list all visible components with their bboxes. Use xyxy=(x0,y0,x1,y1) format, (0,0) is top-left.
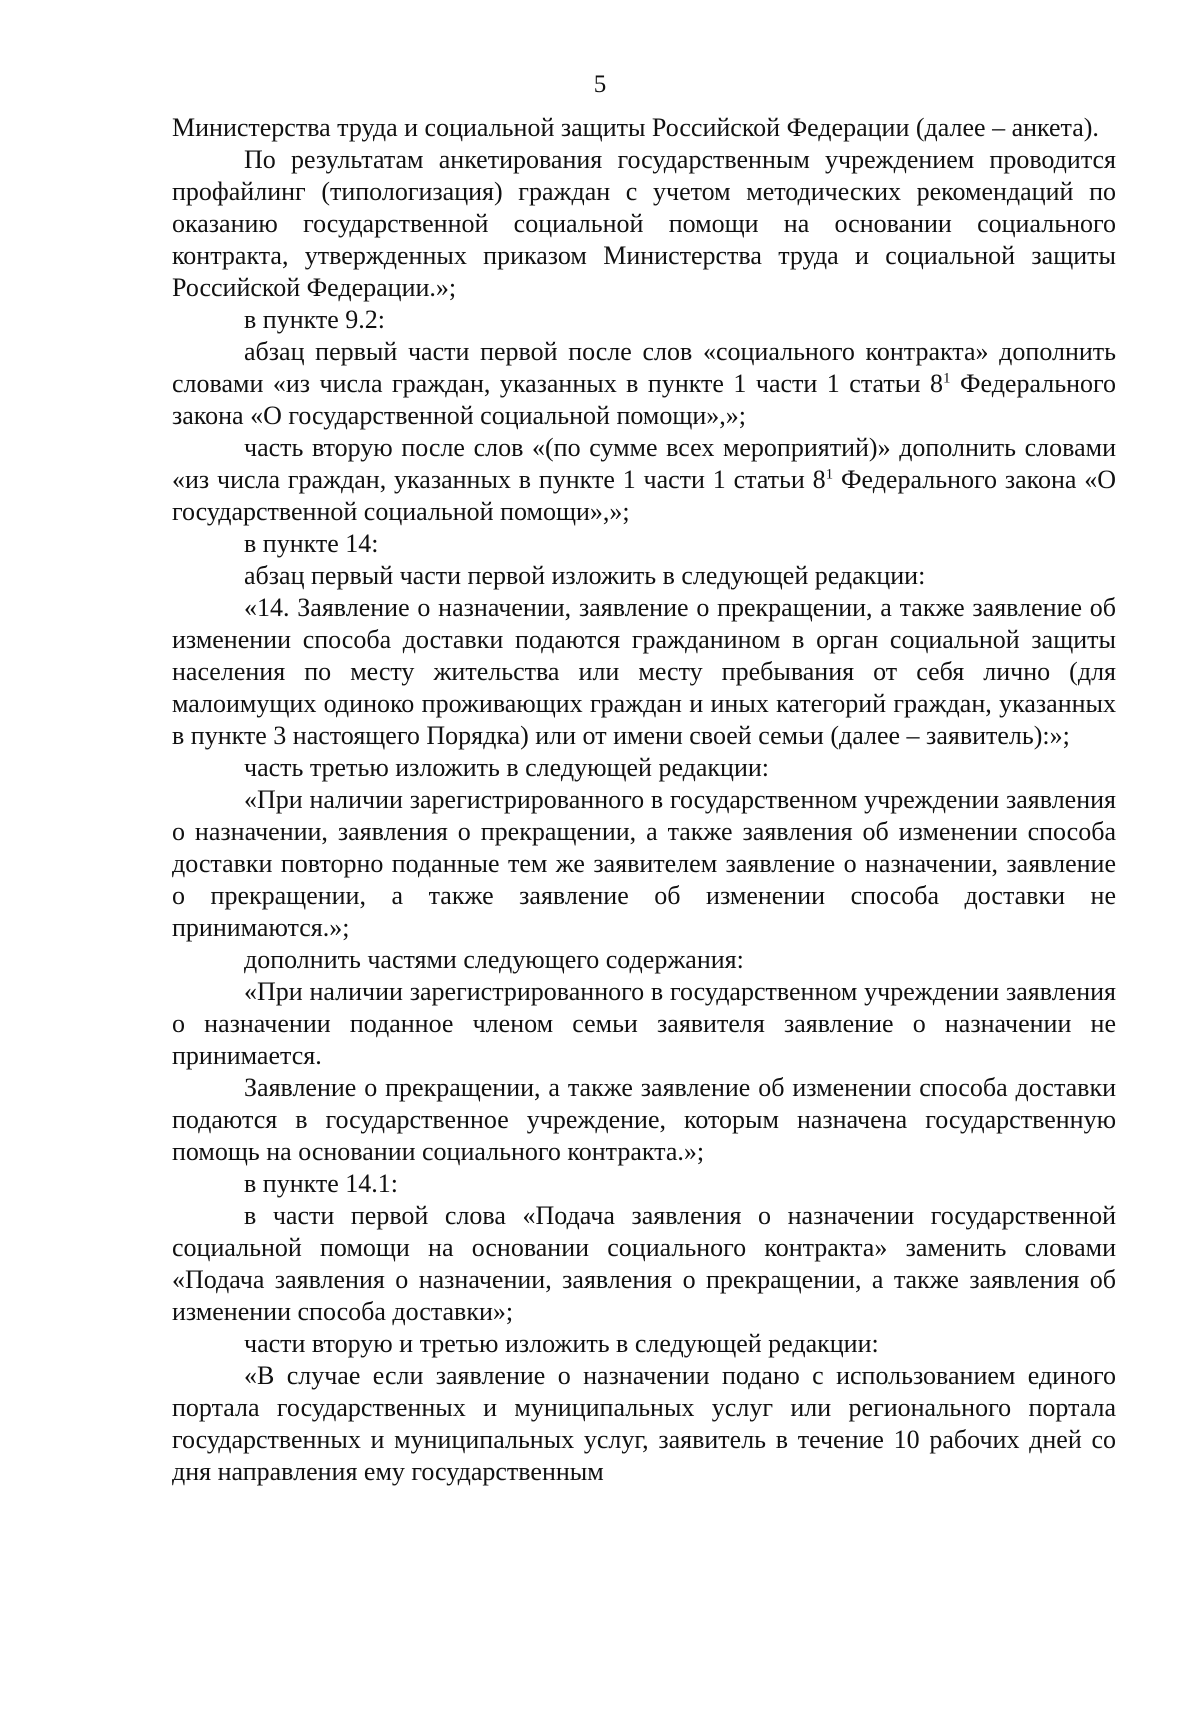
superscript-1: 1 xyxy=(942,370,951,387)
paragraph-15: в части первой слова «Подача заявления о назначении государственной социальной помощи на основании социального контракта» заменить словами «Подача заявления о назначении, заявления о прекращении, а также заявления об изменении способа доставки»; xyxy=(172,1201,1116,1326)
paragraph-4-text-end: Федерального закона «О государственной социальной помощи»,»; xyxy=(172,369,1116,430)
paragraph-7: абзац первый части первой изложить в следующей редакции: xyxy=(244,561,926,590)
page-number: 5 xyxy=(593,71,607,98)
paragraph-10: «При наличии зарегистрированного в государственном учреждении заявления о назначении, заявления о прекращении, а также заявления об изменении способа доставки повторно поданные тем же заявителем заявление о назначении, заявление о прекращении, а также заявление об изменении способа доставки не принимаются.»; xyxy=(172,785,1116,942)
document-body xyxy=(172,112,1116,1488)
paragraph-1: Министерства труда и социальной защиты Российской Федерации (далее – анкета). xyxy=(172,113,1099,142)
paragraph-16: части вторую и третью изложить в следующей редакции: xyxy=(244,1329,879,1358)
paragraph-6: в пункте 14: xyxy=(244,529,379,558)
paragraph-11: дополнить частями следующего содержания: xyxy=(244,945,744,974)
paragraph-13: Заявление о прекращении, а также заявление об изменении способа доставки подаются в государственное учреждение, которым назначена государственную помощь на основании социального контракта.»; xyxy=(172,1073,1116,1166)
paragraph-12: «При наличии зарегистрированного в государственном учреждении заявления о назначении поданное членом семьи заявителя заявление о назначении не принимается. xyxy=(172,977,1116,1070)
paragraph-9: часть третью изложить в следующей редакции: xyxy=(244,753,770,782)
paragraph-17: «В случае если заявление о назначении подано с использованием единого портала государственных и муниципальных услуг или регионального портала государственных и муниципальных услуг, заявитель в течение 10 рабочих дней со дня направления ему государственным xyxy=(172,1361,1116,1486)
paragraph-5-text-end: Федерального закона «О государственной социальной помощи»,»; xyxy=(172,465,1116,526)
paragraph-14: в пункте 14.1: xyxy=(244,1169,399,1198)
paragraph-2: По результатам анкетирования государственным учреждением проводится профайлинг (типологизация) граждан с учетом методических рекомендаций по оказанию государственной социальной помощи на основании социального контракта, утвержденных приказом Министерства труда и социальной защиты Российской Федерации.»; xyxy=(172,145,1116,302)
paragraph-3: в пункте 9.2: xyxy=(244,305,386,334)
paragraph-4-text: абзац первый части первой после слов «социального контракта» дополнить словами «из числа граждан, указанных в пункте 1 части 1 статьи 8 xyxy=(172,337,1116,398)
paragraph-5 xyxy=(172,432,1116,528)
paragraph-4 xyxy=(172,336,1116,432)
paragraph-8: «14. Заявление о назначении, заявление о прекращении, а также заявление об изменении способа доставки подаются гражданином в орган социальной защиты населения по месту жительства или месту пребывания от себя лично (для малоимущих одиноко проживающих граждан и иных категорий граждан, указанных в пункте 3 настоящего Порядка) или от имени своей семьи (далее – заявитель):»; xyxy=(172,593,1116,750)
superscript-2: 1 xyxy=(825,466,834,483)
paragraph-5-text: часть вторую после слов «(по сумме всех мероприятий)» дополнить словами «из числа граждан, указанных в пункте 1 части 1 статьи 8 xyxy=(172,433,1116,494)
